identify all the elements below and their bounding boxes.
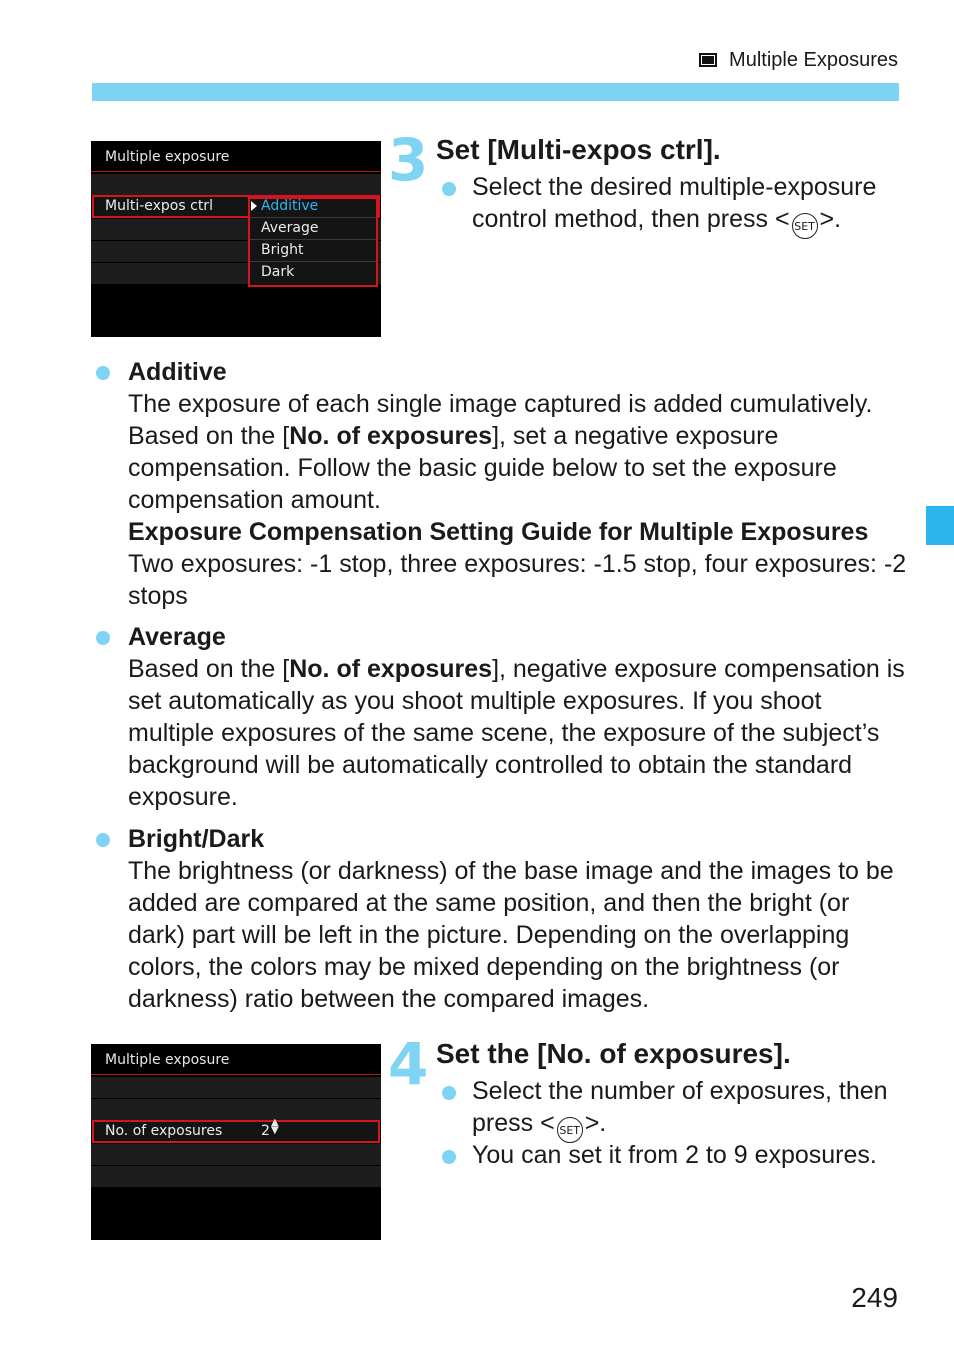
bright-dark-description: The brightness (or darkness) of the base image and the images to be added are compared at the same position, and then the bright (or dark) part will be left in the picture. Depending on the overlapping colors, the colors may be mixed depending on the brightness (or darkness) ratio between the compared images. bbox=[128, 857, 894, 1013]
menu-row bbox=[91, 1166, 381, 1187]
bullet-icon bbox=[96, 366, 110, 380]
bullet-icon bbox=[442, 1086, 456, 1100]
step-instruction: Select the desired multiple-exposure control method, then press < SET >. bbox=[472, 171, 902, 239]
page-number: 249 bbox=[851, 1282, 898, 1313]
multiple-exposure-icon bbox=[699, 52, 721, 69]
step-instruction: Select the number of exposures, then press < SET >. bbox=[472, 1075, 902, 1143]
menu-row-label: Multi-expos ctrl bbox=[105, 198, 213, 214]
header-title: Multiple Exposures bbox=[729, 49, 898, 71]
guide-title: Exposure Compensation Setting Guide for Multiple Exposures bbox=[128, 518, 869, 546]
chapter-side-tab bbox=[926, 506, 954, 545]
step-title: Set the [No. of exposures]. bbox=[436, 1038, 791, 1069]
step-title: Set [Multi-expos ctrl]. bbox=[436, 134, 721, 165]
option-bright[interactable]: Bright bbox=[261, 242, 304, 258]
step-instruction: You can set it from 2 to 9 exposures. bbox=[472, 1141, 877, 1169]
bullet-icon bbox=[96, 631, 110, 645]
screen-title: Multiple exposure bbox=[105, 149, 230, 165]
bullet-icon bbox=[96, 833, 110, 847]
bullet-icon bbox=[442, 182, 456, 196]
option-additive[interactable]: Additive bbox=[261, 198, 319, 214]
option-average[interactable]: Average bbox=[261, 220, 319, 236]
set-button-icon: SET bbox=[792, 213, 818, 239]
exposure-count-value[interactable]: 2 bbox=[261, 1123, 270, 1139]
camera-screen-multi-expos-ctrl bbox=[91, 141, 381, 337]
option-dark[interactable]: Dark bbox=[261, 264, 295, 280]
screen-title-divider bbox=[91, 171, 381, 172]
up-down-arrows-icon: ▲ ▼ bbox=[271, 1117, 279, 1136]
menu-row-empty bbox=[91, 1099, 381, 1120]
section-heading-additive: Additive bbox=[128, 358, 227, 386]
page-header bbox=[699, 49, 898, 72]
menu-row-empty bbox=[91, 1077, 381, 1098]
menu-row bbox=[91, 1144, 381, 1165]
option-divider bbox=[250, 239, 376, 240]
bullet-icon bbox=[442, 1150, 456, 1164]
guide-text: Two exposures: -1 stop, three exposures: -1.5 stop, four exposures: -2 stops bbox=[128, 550, 907, 610]
screen-title-divider bbox=[91, 1074, 381, 1075]
average-description: Based on the [No. of exposures], negative exposure compensation is set automatically as you shoot multiple exposures. If you shoot multiple exposures of the same scene, the exposure of the subject’s background will be automatically controlled to obtain the standard exposure. bbox=[128, 655, 905, 811]
set-button-icon: SET bbox=[557, 1117, 583, 1143]
section-heading-average: Average bbox=[128, 623, 226, 651]
section-heading-bright-dark: Bright/Dark bbox=[128, 825, 265, 853]
additive-description: The exposure of each single image captured is added cumulatively. Based on the [No. of exposures], set a negative exposure compensation. Follow the basic guide below to set the exposure compensation amount. bbox=[128, 390, 873, 514]
step-number: 3 bbox=[388, 126, 429, 194]
step-number: 4 bbox=[388, 1030, 429, 1098]
screen-title: Multiple exposure bbox=[105, 1052, 230, 1068]
camera-screen-no-of-exposures bbox=[91, 1044, 381, 1240]
option-divider bbox=[250, 261, 376, 262]
selection-caret-icon bbox=[251, 201, 257, 211]
header-rule bbox=[92, 83, 899, 101]
menu-row-label: No. of exposures bbox=[105, 1123, 223, 1139]
menu-row-empty bbox=[91, 174, 381, 195]
option-divider bbox=[250, 217, 376, 218]
